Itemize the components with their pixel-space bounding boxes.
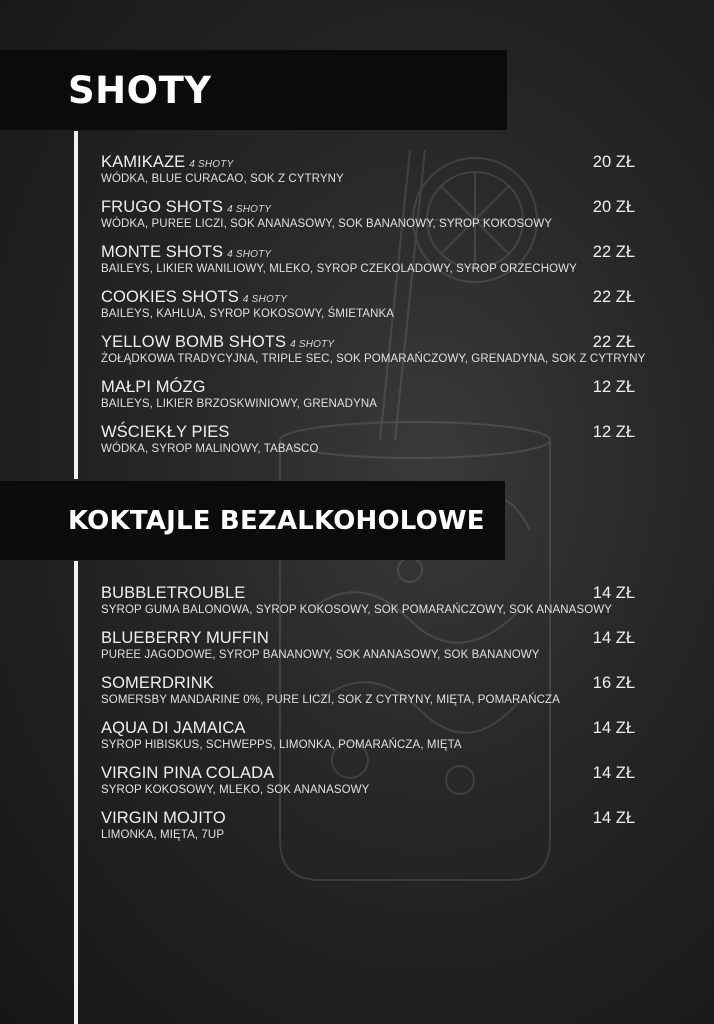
divider-line — [74, 561, 78, 1024]
menu-item — [101, 242, 641, 287]
item-description: WÓDKA, SYROP MALINOWY, TABASCO — [101, 443, 319, 455]
item-name: AQUA DI JAMAICA — [101, 719, 246, 737]
section-title: SHOTY — [68, 68, 212, 112]
menu-item — [101, 583, 641, 628]
item-name: KAMIKAZE — [101, 153, 186, 171]
item-name: YELLOW BOMB SHOTS — [101, 333, 287, 351]
item-price: 14 ZŁ — [592, 809, 635, 827]
item-name: MAŁPI MÓZG — [101, 378, 206, 396]
item-note: 4 SHOTY — [242, 294, 288, 305]
item-name: FRUGO SHOTS — [101, 198, 224, 216]
section-banner-shoty — [0, 50, 507, 130]
item-description: BAILEYS, KAHLUA, SYROP KOKOSOWY, ŚMIETANKA — [101, 308, 395, 320]
item-name: MONTE SHOTS — [101, 243, 224, 261]
item-name: BLUEBERRY MUFFIN — [101, 629, 269, 647]
item-price: 12 ZŁ — [592, 378, 635, 396]
menu-item — [101, 422, 641, 467]
item-name: BUBBLETROUBLE — [101, 584, 246, 602]
item-price: 14 ZŁ — [592, 764, 635, 782]
item-description: SYROP KOKOSOWY, MLEKO, SOK ANANASOWY — [101, 784, 370, 796]
item-name: WŚCIEKŁY PIES — [101, 423, 230, 441]
item-description: BAILEYS, LIKIER WANILIOWY, MLEKO, SYROP CZEKOLADOWY, SYROP ORZECHOWY — [101, 263, 577, 275]
menu-section-shoty — [101, 152, 646, 467]
item-name: VIRGIN PINA COLADA — [101, 764, 275, 782]
item-price: 22 ZŁ — [592, 288, 635, 306]
item-note: 4 SHOTY — [189, 159, 234, 170]
item-description: SOMERSBY MANDARINE 0%, PURE LICZI, SOK Z CYTRYNY, MIĘTA, POMARAŃCZA — [101, 694, 560, 706]
item-price: 16 ZŁ — [592, 674, 635, 692]
item-description: SYROP HIBISKUS, SCHWEPPS, LIMONKA, POMARAŃCZA, MIĘTA — [101, 739, 462, 751]
menu-item — [101, 377, 641, 422]
item-description: BAILEYS, LIKIER BRZOSKWINIOWY, GRENADYNA — [101, 398, 378, 410]
item-description: WÓDKA, PUREE LICZI, SOK ANANASOWY, SOK BANANOWY, SYROP KOKOSOWY — [101, 218, 553, 230]
menu-item — [101, 628, 641, 673]
menu-section-koktajle — [101, 583, 641, 853]
item-note: 4 SHOTY — [227, 204, 272, 215]
item-note: 4 SHOTY — [227, 249, 272, 260]
item-price: 20 ZŁ — [592, 198, 635, 216]
section-banner-koktajle — [0, 481, 505, 560]
menu-item — [101, 763, 641, 808]
item-name: COOKIES SHOTS — [101, 288, 239, 306]
item-name: VIRGIN MOJITO — [101, 809, 226, 827]
item-description: LIMONKA, MIĘTA, 7UP — [101, 829, 225, 841]
item-description: SYROP GUMA BALONOWA, SYROP KOKOSOWY, SOK POMARAŃCZOWY, SOK ANANASOWY — [101, 604, 612, 616]
item-description: PUREE JAGODOWE, SYROP BANANOWY, SOK ANANASOWY, SOK BANANOWY — [101, 649, 540, 661]
menu-item — [101, 287, 641, 332]
item-price: 22 ZŁ — [592, 333, 635, 351]
section-title: KOKTAJLE BEZALKOHOLOWE — [68, 505, 485, 536]
item-name: SOMERDRINK — [101, 674, 214, 692]
item-description: ŻOŁĄDKOWA TRADYCYJNA, TRIPLE SEC, SOK POMARAŃCZOWY, GRENADYNA, SOK Z CYTRYNY — [101, 353, 646, 365]
menu-item — [101, 808, 641, 853]
menu-item — [101, 332, 646, 377]
menu-item — [101, 152, 641, 197]
menu-item — [101, 197, 641, 242]
item-description: WÓDKA, BLUE CURACAO, SOK Z CYTRYNY — [101, 173, 344, 185]
item-price: 14 ZŁ — [592, 584, 635, 602]
item-price: 14 ZŁ — [592, 629, 635, 647]
menu-item — [101, 718, 641, 763]
menu-item — [101, 673, 641, 718]
item-price: 12 ZŁ — [592, 423, 635, 441]
item-price: 20 ZŁ — [592, 153, 635, 171]
item-note: 4 SHOTY — [290, 339, 335, 350]
item-price: 14 ZŁ — [592, 719, 635, 737]
divider-line — [74, 131, 78, 479]
item-price: 22 ZŁ — [592, 243, 635, 261]
